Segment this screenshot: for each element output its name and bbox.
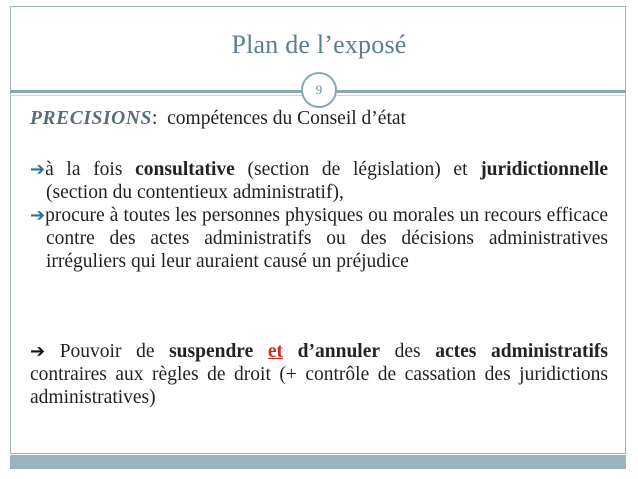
bullet1-bold-consultative: consultative (135, 159, 235, 180)
heading-colon: : (151, 108, 158, 129)
slide-title: Plan de l’exposé (231, 30, 407, 59)
bullet1-bold-juridictionnelle: juridictionnelle (480, 159, 609, 180)
heading-text: compétences du Conseil d’état (167, 108, 406, 129)
arrow-right-icon: ➔ (30, 205, 46, 226)
para3-bold-suspendre: suspendre (169, 341, 254, 362)
bullet1-text-a: à la fois (45, 159, 136, 180)
para3-text-b: des (380, 341, 436, 362)
para3-red-et: et (267, 341, 284, 362)
bullet1-text-c: (section du contentieux administratif), (46, 182, 344, 203)
bullet1-text-b: (section de législation) et (234, 159, 481, 180)
bullet2-text: procure à toutes les personnes physiques ou morales un recours efficace contre des actes administratifs ou des décisions administratives irréguliers qui leur auraient causé un préjudice (45, 205, 608, 272)
page-number-badge: 9 (301, 72, 337, 108)
arrow-right-icon: ➔ (30, 159, 46, 180)
bullet-recours (30, 204, 608, 273)
bullet-consultative (30, 158, 608, 204)
arrow-right-icon: ➔ (30, 341, 46, 362)
heading-line (30, 108, 608, 130)
conclusion-paragraph (30, 340, 608, 409)
bullet-list (30, 158, 608, 273)
para3-bold-annuler: d’annuler (297, 341, 381, 362)
footer-bar (10, 455, 626, 469)
para3-text-c: contraires aux règles de droit (+ contrôle de cassation des juridictions administratives) (30, 364, 608, 408)
para3-text-a: Pouvoir de (45, 341, 170, 362)
para3-bold-actes: actes administratifs (435, 341, 609, 362)
heading-label: PRECISIONS (30, 108, 152, 129)
